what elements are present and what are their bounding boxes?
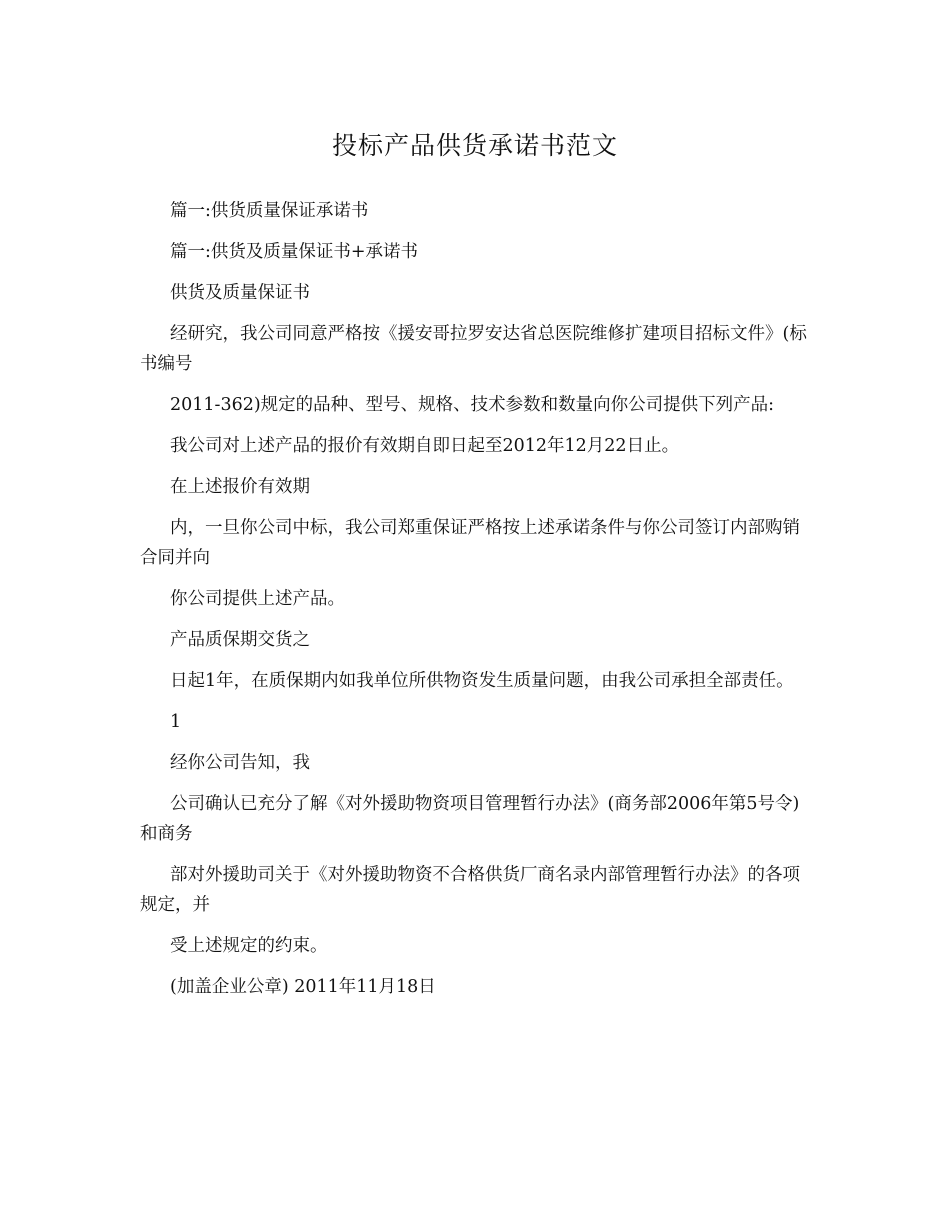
paragraph-7: 在上述报价有效期: [170, 477, 310, 497]
paragraph-1: 篇一:供货质量保证承诺书: [170, 201, 369, 221]
paragraph-2: 篇一:供货及质量保证书+承诺书: [170, 242, 419, 262]
paragraph-11: 日起1年，在质保期内如我单位所供物资发生质量问题，由我公司承担全部责任。: [170, 671, 794, 691]
paragraph-3: 供货及质量保证书: [170, 283, 310, 303]
paragraph-8: 内，一旦你公司中标，我公司郑重保证严格按上述承诺条件与你公司签订内部购销合同并向: [140, 518, 800, 568]
paragraph-12: 经你公司告知，我: [170, 753, 310, 773]
paragraph-5: 2011-362)规定的品种、型号、规格、技术参数和数量向你公司提供下列产品:: [170, 395, 775, 415]
paragraph-9: 你公司提供上述产品。: [170, 589, 345, 609]
paragraph-10: 产品质保期交货之: [170, 630, 310, 650]
paragraph-6: 我公司对上述产品的报价有效期自即日起至2012年12月22日止。: [170, 436, 680, 456]
page-number: 1: [170, 712, 182, 732]
paragraph-14: 部对外援助司关于《对外援助物资不合格供货厂商名录内部管理暂行办法》的各项规定，并: [140, 865, 800, 915]
document-body: [140, 196, 810, 1013]
document-title: 投标产品供货承诺书范文: [331, 131, 618, 160]
paragraph-15: 受上述规定的约束。: [170, 936, 328, 956]
paragraph-4: 经研究，我公司同意严格按《援安哥拉罗安达省总医院维修扩建项目招标文件》(标书编号: [140, 324, 807, 374]
paragraph-13: 公司确认已充分了解《对外援助物资项目管理暂行办法》(商务部2006年第5号令)和商务: [140, 794, 800, 844]
signature-line: (加盖企业公章) 2011年11月18日: [170, 977, 436, 997]
